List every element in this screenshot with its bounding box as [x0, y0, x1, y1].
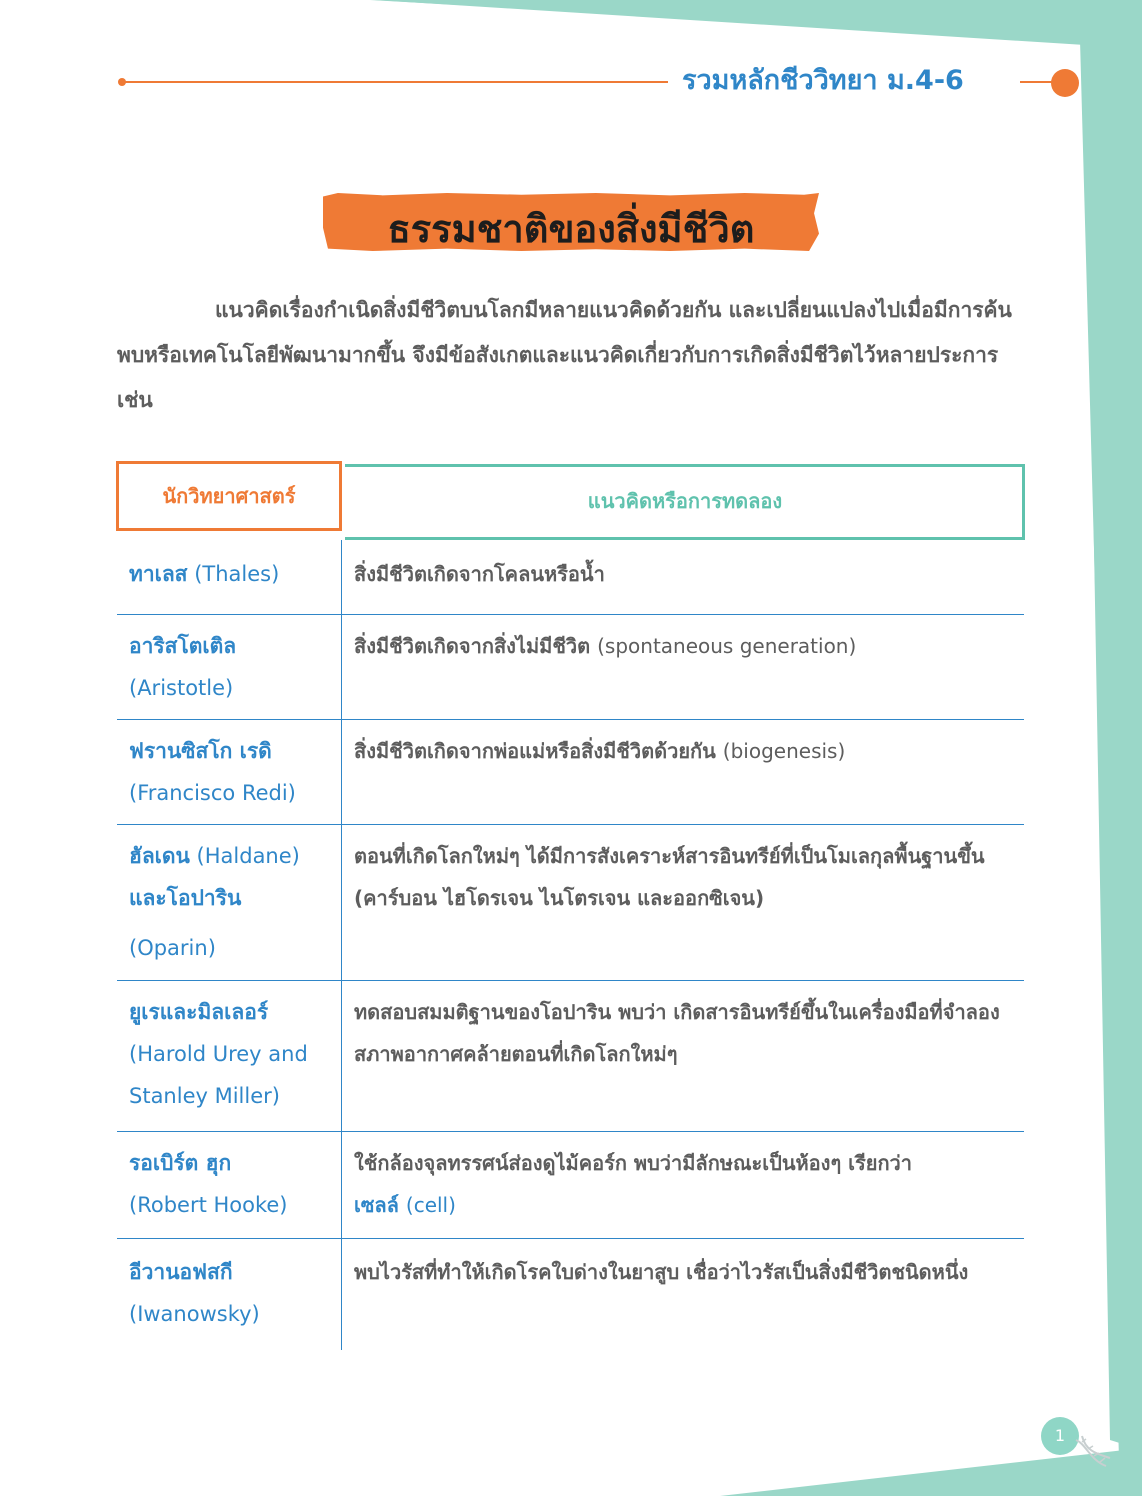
- name-english: (Aristotle): [129, 676, 234, 700]
- concept-thai: สิ่งมีชีวิตเกิดจากสิ่งไม่มีชีวิต: [354, 634, 591, 658]
- concept-english: (spontaneous generation): [597, 634, 857, 658]
- concept-highlight: เซลล์: [354, 1193, 399, 1217]
- concept-text: [354, 1251, 1019, 1293]
- concept-thai: สิ่งมีชีวิตเกิดจากพ่อแม่หรือสิ่งมีชีวิตด้วยกัน: [354, 739, 716, 763]
- name-thai: ทาเลส: [129, 562, 188, 586]
- table-row: [117, 720, 1024, 825]
- name-english: (Iwanowsky): [129, 1302, 260, 1326]
- intro-text: แนวคิดเรื่องกำเนิดสิ่งมีชีวิตบนโลกมีหลายแนวคิดด้วยกัน และเปลี่ยนแปลงไปเมื่อมีการค้นพบหรือเทคโนโลยีพัฒนามากขึ้น จึงมีข้อสังเกตและแนวคิดเกี่ยวกับการเกิดสิ่งมีชีวิตไว้หลายประการ เช่น: [117, 298, 1012, 412]
- concept-text: [354, 553, 1019, 595]
- book-title: รวมหลักชีววิทยา ม.4-6: [682, 65, 964, 96]
- name-thai: ฟรานซิสโก เรดิ: [129, 739, 272, 763]
- concept-english: (biogenesis): [722, 739, 846, 763]
- table-row: [117, 540, 1024, 615]
- name-thai: รอเบิร์ต ฮุก: [129, 1151, 232, 1175]
- name-thai-2: และโอปาริน: [129, 886, 242, 910]
- concept-text: [354, 625, 1019, 667]
- concept-text: [354, 991, 1019, 1075]
- scientist-name: [129, 991, 339, 1117]
- name-thai: ฮัลเดน: [129, 844, 190, 868]
- scientist-name: [129, 1251, 339, 1335]
- header-dot-right: [1051, 69, 1079, 97]
- intro-paragraph: [117, 288, 1025, 423]
- header-cell-scientist: นักวิทยาศาสตร์: [162, 484, 296, 508]
- name-english: (Haldane): [196, 844, 300, 868]
- table-row: [117, 1239, 1024, 1349]
- concept-thai: ตอนที่เกิดโลกใหม่ๆ ได้มีการสังเคราะห์สารอินทรีย์ที่เป็นโมเลกุลพื้นฐานขึ้น (คาร์บอน ไฮโดรเจน ไนโตรเจน และออกซิเจน): [354, 844, 985, 910]
- name-thai: อาริสโตเติล: [129, 634, 237, 658]
- table-row: [117, 1132, 1024, 1239]
- scientist-name: [129, 1142, 339, 1226]
- scientist-name: [129, 625, 339, 709]
- table-row: [117, 615, 1024, 720]
- concept-thai: ทดสอบสมมติฐานของโอปาริน พบว่า เกิดสารอินทรีย์ขึ้นในเครื่องมือที่จำลองสภาพอากาศคล้ายตอนที่เกิดโลกใหม่ๆ: [354, 1000, 1000, 1066]
- scientist-name: [129, 730, 339, 814]
- name-english: (Robert Hooke): [129, 1193, 288, 1217]
- name-thai: ยูเรและมิลเลอร์: [129, 1000, 269, 1024]
- table-row: [117, 825, 1024, 981]
- header-cell-concept: แนวคิดหรือการทดลอง: [587, 489, 783, 513]
- name-english: (Francisco Redi): [129, 781, 296, 805]
- concept-thai: ใช้กล้องจุลทรรศน์ส่องดูไม้คอร์ก พบว่ามีลักษณะเป็นห้องๆ เรียกว่า: [354, 1151, 913, 1175]
- page-title: ธรรมชาติของสิ่งมีชีวิต: [387, 207, 755, 251]
- header-rule-left: [120, 81, 668, 83]
- concept-text: [354, 1142, 1019, 1226]
- concept-thai: พบไวรัสที่ทำให้เกิดโรคใบด่างในยาสูบ เชื่อว่าไวรัสเป็นสิ่งมีชีวิตชนิดหนึ่ง: [354, 1260, 969, 1284]
- scientist-name: [129, 553, 339, 595]
- dna-icon: [1072, 1432, 1112, 1472]
- concept-text: [354, 730, 1019, 772]
- table-row: [117, 981, 1024, 1132]
- name-english: (Thales): [194, 562, 280, 586]
- name-thai: อีวานอฟสกี: [129, 1260, 233, 1284]
- concept-thai: สิ่งมีชีวิตเกิดจากโคลนหรือน้ำ: [354, 562, 605, 586]
- concept-english: (cell): [405, 1193, 456, 1217]
- name-english-2: (Oparin): [129, 936, 216, 960]
- scientist-name: [129, 835, 339, 969]
- concept-text: [354, 835, 1019, 919]
- page-number: 1: [1041, 1417, 1079, 1455]
- name-english: (Harold Urey and Stanley Miller): [129, 1042, 308, 1108]
